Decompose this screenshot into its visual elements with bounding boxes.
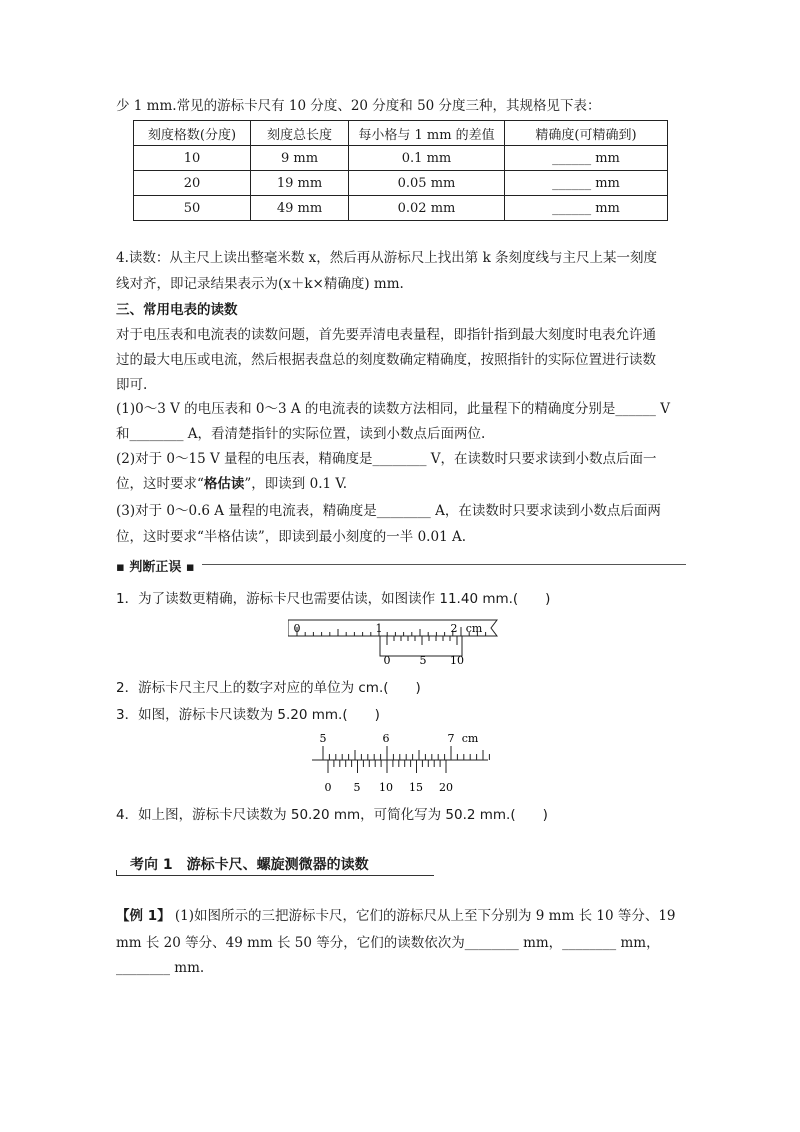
section-heading-box — [116, 852, 434, 878]
vernier-scale-label: 10 — [450, 654, 464, 667]
meters-item-3b: 位，这时要求“半格估读”，即读到最小刻度的一半 0.01 A. — [116, 529, 466, 545]
table-header: 每小格与 1 mm 的差值 — [349, 121, 505, 146]
table-row — [134, 196, 668, 221]
table-cell: 0.02 mm — [349, 196, 505, 221]
main-scale-unit: cm — [461, 732, 479, 745]
vernier-scale-label: 5 — [353, 781, 361, 794]
meters-item-1b: 和________ A，看清楚指针的实际位置，读到小数点后面两位. — [116, 426, 486, 442]
main-scale-label: 6 — [382, 732, 390, 745]
judge-question-4: 4．如上图，游标卡尺读数为 50.20 mm，可简化写为 50.2 mm.( ) — [116, 807, 548, 823]
meters-item-2b-post: ”，即读到 0.1 V. — [244, 476, 348, 492]
main-scale-label: 0 — [293, 622, 301, 635]
divider-rule — [202, 564, 686, 565]
table-header: 刻度总长度 — [251, 121, 349, 146]
table-cell: 10 — [134, 146, 251, 171]
main-scale-label: 1 — [375, 622, 383, 635]
vernier-scale-ticks — [328, 760, 446, 773]
meters-item-1a: (1)0～3 V 的电压表和 0～3 A 的电流表的读数方法相同，此量程下的精确度分别是______ V — [116, 401, 670, 417]
meters-heading: 三、常用电表的读数 — [116, 302, 238, 318]
table-header: 刻度格数(分度) — [134, 121, 251, 146]
judge-question-1: 1．为了读数更精确，游标卡尺也需要估读，如图读作 11.40 mm.( ) — [116, 591, 551, 607]
vernier-scale-ticks — [387, 636, 457, 645]
table-cell: ______ mm — [505, 171, 668, 196]
table-header: 精确度(可精确到) — [505, 121, 668, 146]
main-scale-label: 2 — [450, 622, 458, 635]
meters-paragraph-2: 过的最大电压或电流，然后根据表盘总的刻度数确定精确度，按照指针的实际位置进行读数 — [116, 352, 656, 368]
vernier-scale-label: 5 — [419, 654, 427, 667]
meters-item-2a: (2)对于 0～15 V 量程的电压表，精确度是________ V，在读数时只要求读到小数点后面一 — [116, 451, 657, 467]
table-header-row — [134, 121, 668, 146]
intro-line: 少 1 mm.常见的游标卡尺有 10 分度、20 分度和 50 分度三种，其规格见下表： — [116, 98, 601, 114]
vernier-caliper-figure-1 — [288, 618, 503, 670]
main-scale-label: 5 — [319, 732, 327, 745]
vernier-scale-label: 10 — [379, 781, 393, 794]
vernier-scale-label: 0 — [324, 781, 332, 794]
heading-underline — [116, 875, 434, 876]
vernier-scale-label: 15 — [409, 781, 423, 794]
meters-paragraph-1: 对于电压表和电流表的读数问题，首先要弄清电表量程，即指针指到最大刻度时电表允许通 — [116, 327, 656, 343]
table-row — [134, 146, 668, 171]
example-line-2: mm 长 20 等分、49 mm 长 50 等分，它们的读数依次为________ mm，________ mm， — [116, 935, 660, 951]
meters-paragraph-3: 即可. — [116, 377, 148, 393]
example-line-1 — [116, 906, 676, 926]
example-label: 【例 1】 — [116, 908, 171, 924]
main-scale-label: 7 — [447, 732, 455, 745]
main-scale-unit: cm — [465, 622, 483, 635]
caliper-spec-table — [133, 120, 668, 221]
meters-item-2b-pre: 位，这时要求“ — [116, 476, 204, 492]
table-cell: 20 — [134, 171, 251, 196]
vernier-scale-label: 0 — [383, 654, 391, 667]
table-cell: 50 — [134, 196, 251, 221]
meters-item-2b-bold: 格估读 — [203, 476, 245, 492]
table-cell: 0.1 mm — [349, 146, 505, 171]
table-cell: 9 mm — [251, 146, 349, 171]
table-cell: ______ mm — [505, 146, 668, 171]
reading-line-1: 4.读数：从主尺上读出整毫米数 x，然后再从游标尺上找出第 k 条刻度线与主尺上某一刻度 — [116, 250, 658, 266]
table-cell: 0.05 mm — [349, 171, 505, 196]
meters-item-3a: (3)对于 0～0.6 A 量程的电流表，精确度是________ A，在读数时只要求读到小数点后面两 — [116, 503, 661, 519]
example-line-3: ________ mm. — [116, 960, 205, 976]
reading-line-2: 线对齐，即记录结果表示为(x＋k×精确度) mm. — [116, 276, 404, 292]
judge-divider — [116, 556, 686, 575]
table-cell: ______ mm — [505, 196, 668, 221]
vernier-scale-label: 20 — [439, 781, 453, 794]
section-heading: 考向 1 游标卡尺、螺旋测微器的读数 — [130, 857, 369, 873]
meters-item-2b — [116, 474, 347, 494]
vernier-caliper-figure-2 — [308, 730, 493, 794]
table-cell: 19 mm — [251, 171, 349, 196]
table-row — [134, 171, 668, 196]
judge-question-3: 3．如图，游标卡尺读数为 5.20 mm.( ) — [116, 707, 380, 723]
judge-question-2: 2．游标卡尺主尺上的数字对应的单位为 cm.( ) — [116, 680, 421, 696]
main-scale-ticks — [323, 746, 489, 760]
table-cell: 49 mm — [251, 196, 349, 221]
judge-label: ▪ 判断正误 ▪ — [116, 560, 195, 575]
example-text-1: (1)如图所示的三把游标卡尺，它们的游标尺从上至下分别为 9 mm 长 10 等分、19 — [174, 908, 676, 924]
